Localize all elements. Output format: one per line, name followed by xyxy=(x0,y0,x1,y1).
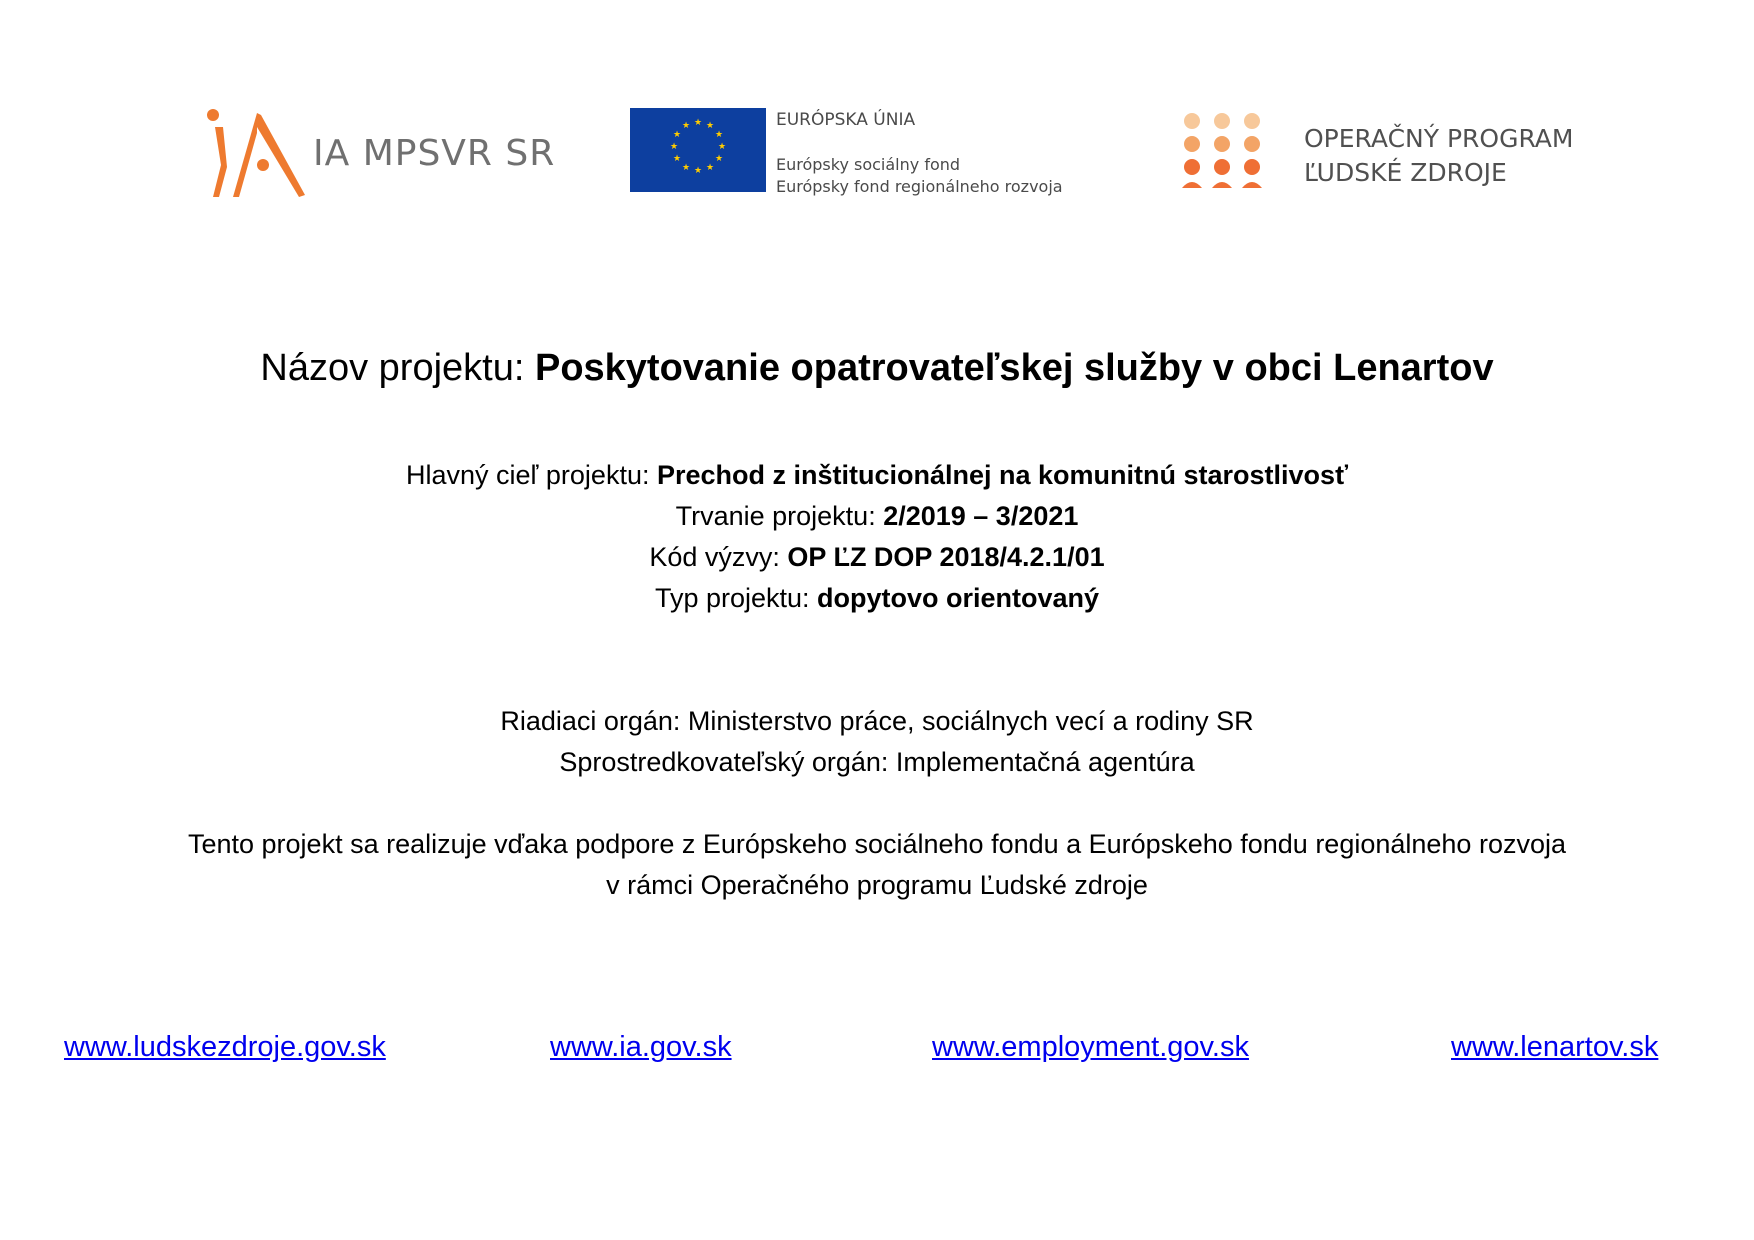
funding-statement-line-1: Tento projekt sa realizuje vďaka podpore z Európskeho sociálneho fondu a Európskeho fondu regionálneho rozvoja xyxy=(187,829,1566,859)
link-lenartov[interactable]: www.lenartov.sk xyxy=(1451,1031,1659,1063)
project-goal-label: Hlavný cieľ projektu: xyxy=(405,460,657,490)
svg-text:★: ★ xyxy=(705,121,715,131)
ia-mpsvr-logo xyxy=(205,105,556,205)
svg-text:★: ★ xyxy=(672,130,682,140)
project-title-value: Poskytovanie opatrovateľskej služby v obci Lenartov xyxy=(534,347,1494,389)
eu-logo xyxy=(630,108,1090,198)
call-code xyxy=(0,542,1754,573)
svg-text:★: ★ xyxy=(717,142,727,152)
eu-fund-line-2: Európsky fond regionálneho rozvoja xyxy=(776,177,1063,196)
managing-authority: Riadiaci orgán: Ministerstvo práce, sociálnych vecí a rodiny SR xyxy=(500,706,1254,736)
svg-text:★: ★ xyxy=(714,130,724,140)
svg-text:★: ★ xyxy=(705,163,715,173)
link-employment-gov[interactable]: www.employment.gov.sk xyxy=(932,1031,1249,1063)
op-ludske-zdroje-logo xyxy=(1180,112,1600,192)
op-title-line-2: ĽUDSKÉ ZDROJE xyxy=(1304,158,1507,187)
link-ludskezdroje[interactable]: www.ludskezdroje.gov.sk xyxy=(64,1031,386,1063)
ia-figure-icon xyxy=(205,105,305,205)
eu-fund-line-1: Európsky sociálny fond xyxy=(776,155,961,174)
svg-text:★: ★ xyxy=(681,163,691,173)
project-duration-label: Trvanie projektu: xyxy=(675,501,884,531)
project-type-value: dopytovo orientovaný xyxy=(817,583,1100,613)
intermediate-body: Sprostredkovateľský orgán: Implementačná agentúra xyxy=(559,747,1195,777)
svg-text:★: ★ xyxy=(681,121,691,131)
svg-text:★: ★ xyxy=(714,154,724,164)
project-duration xyxy=(0,501,1754,532)
funding-statement-line-2: v rámci Operačného programu Ľudské zdroje xyxy=(606,870,1148,900)
svg-text:★: ★ xyxy=(693,118,703,128)
project-duration-value: 2/2019 – 3/2021 xyxy=(883,501,1079,531)
project-title-label: Názov projektu: xyxy=(260,347,535,389)
eu-title: EURÓPSKA ÚNIA xyxy=(776,110,916,130)
call-code-value: OP ĽZ DOP 2018/4.2.1/01 xyxy=(787,542,1105,572)
people-dots-icon xyxy=(1180,112,1264,188)
call-code-label: Kód výzvy: xyxy=(649,542,788,572)
svg-text:★: ★ xyxy=(672,154,682,164)
svg-text:★: ★ xyxy=(669,142,679,152)
svg-text:★: ★ xyxy=(693,166,703,176)
project-title xyxy=(0,347,1754,390)
project-type-label: Typ projektu: xyxy=(654,583,818,613)
project-type xyxy=(0,583,1754,614)
project-goal xyxy=(0,460,1754,491)
op-title-line-1: OPERAČNÝ PROGRAM xyxy=(1304,124,1574,153)
project-goal-value: Prechod z inštitucionálnej na komunitnú starostlivosť xyxy=(656,460,1348,490)
eu-flag-icon xyxy=(630,108,766,192)
ia-logo-text: IA MPSVR SR xyxy=(313,133,556,174)
link-ia-gov[interactable]: www.ia.gov.sk xyxy=(550,1031,732,1063)
